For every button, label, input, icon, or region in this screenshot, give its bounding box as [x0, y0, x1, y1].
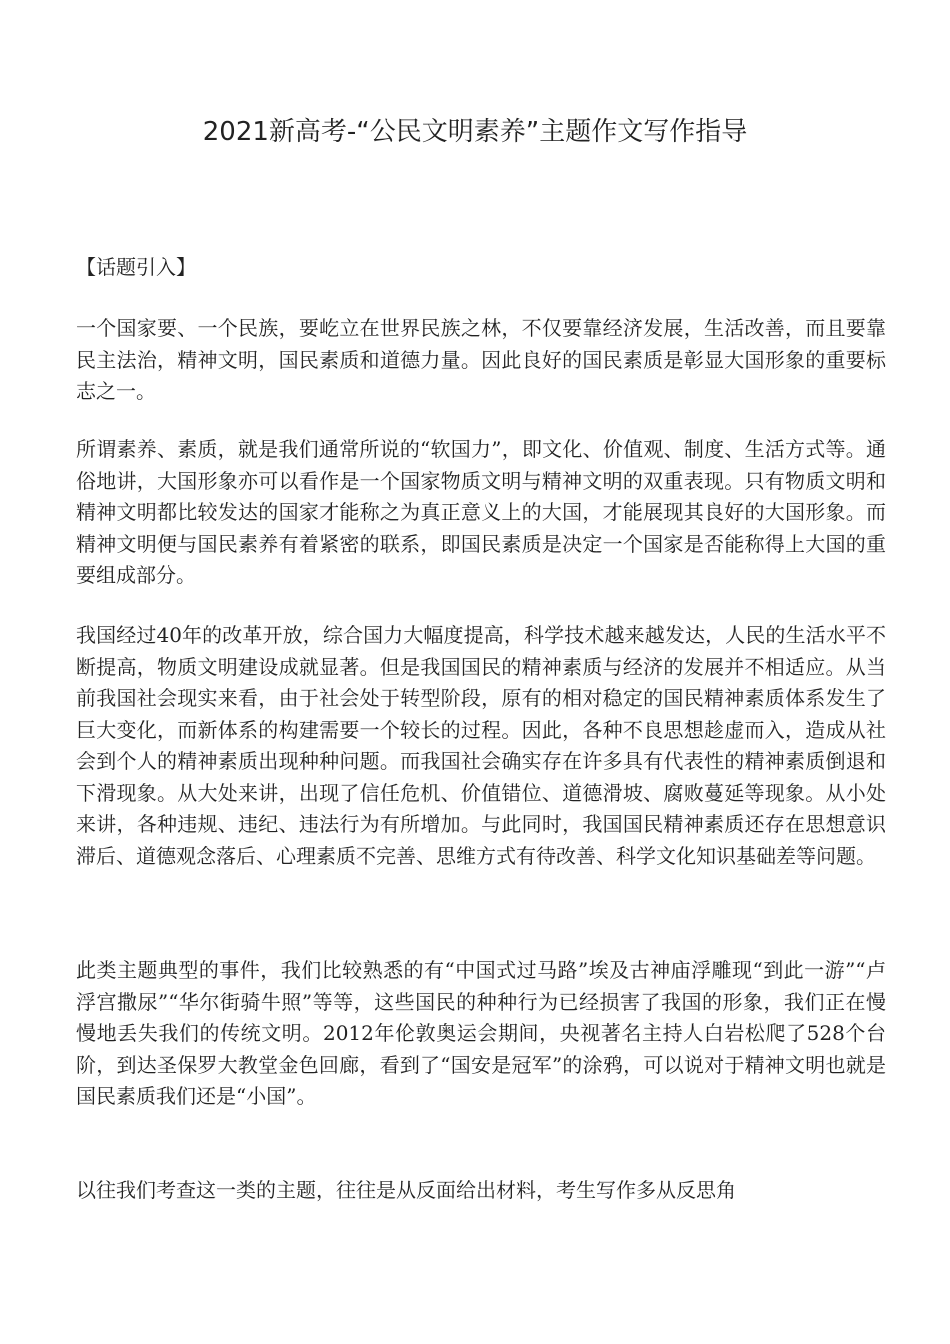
body-paragraph: 所谓素养、素质，就是我们通常所说的“软国力”，即文化、价值观、制度、生活方式等。通俗地讲，大国形象亦可以看作是一个国家物质文明与精神文明的双重表现。只有物质文明和精神文明都比较发达的国家才能称之为真正意义上的大国，才能展现其良好的大国形象。而精神文明便与国民素养有着紧密的联系，即国民素质是决定一个国家是否能称得上大国的重要组成部分。: [76, 437, 886, 587]
body-paragraph: 以往我们考查这一类的主题，往往是从反面给出材料，考生写作多从反思角: [76, 1178, 736, 1202]
document-title: 2021新高考-“公民文明素养”主题作文写作指导: [202, 117, 748, 147]
section-heading: 【话题引入】: [76, 255, 196, 279]
body-paragraph: 一个国家要、一个民族，要屹立在世界民族之林，不仅要靠经济发展，生活改善，而且要靠民主法治，精神文明，国民素质和道德力量。因此良好的国民素质是彰显大国形象的重要标志之一。: [76, 316, 886, 403]
body-paragraph: 此类主题典型的事件，我们比较熟悉的有“中国式过马路”埃及古神庙浮雕现“到此一游”“卢浮宫撒尿”“华尔街骑牛照”等等，这些国民的种种行为已经损害了我国的形象，我们正在慢慢地丢失我们的传统文明。2012年伦敦奥运会期间，央视著名主持人白岩松爬了528个台阶，到达圣保罗大教堂金色回廊，看到了“国安是冠军”的涂鸦，可以说对于精神文明也就是国民素质我们还是“小国”。: [76, 958, 886, 1108]
body-paragraph: 我国经过40年的改革开放，综合国力大幅度提高，科学技术越来越发达，人民的生活水平不断提高，物质文明建设成就显著。但是我国国民的精神素质与经济的发展并不相适应。从当前我国社会现实来看，由于社会处于转型阶段，原有的相对稳定的国民精神素质体系发生了巨大变化，而新体系的构建需要一个较长的过程。因此，各种不良思想趁虚而入，造成从社会到个人的精神素质出现种种问题。而我国社会确实存在许多具有代表性的精神素质倒退和下滑现象。从大处来讲，出现了信任危机、价值错位、道德滑坡、腐败蔓延等现象。从小处来讲，各种违规、违纪、违法行为有所增加。与此同时，我国国民精神素质还存在思想意识滞后、道德观念落后、心理素质不完善、思维方式有待改善、科学文化知识基础差等问题。: [76, 623, 886, 868]
